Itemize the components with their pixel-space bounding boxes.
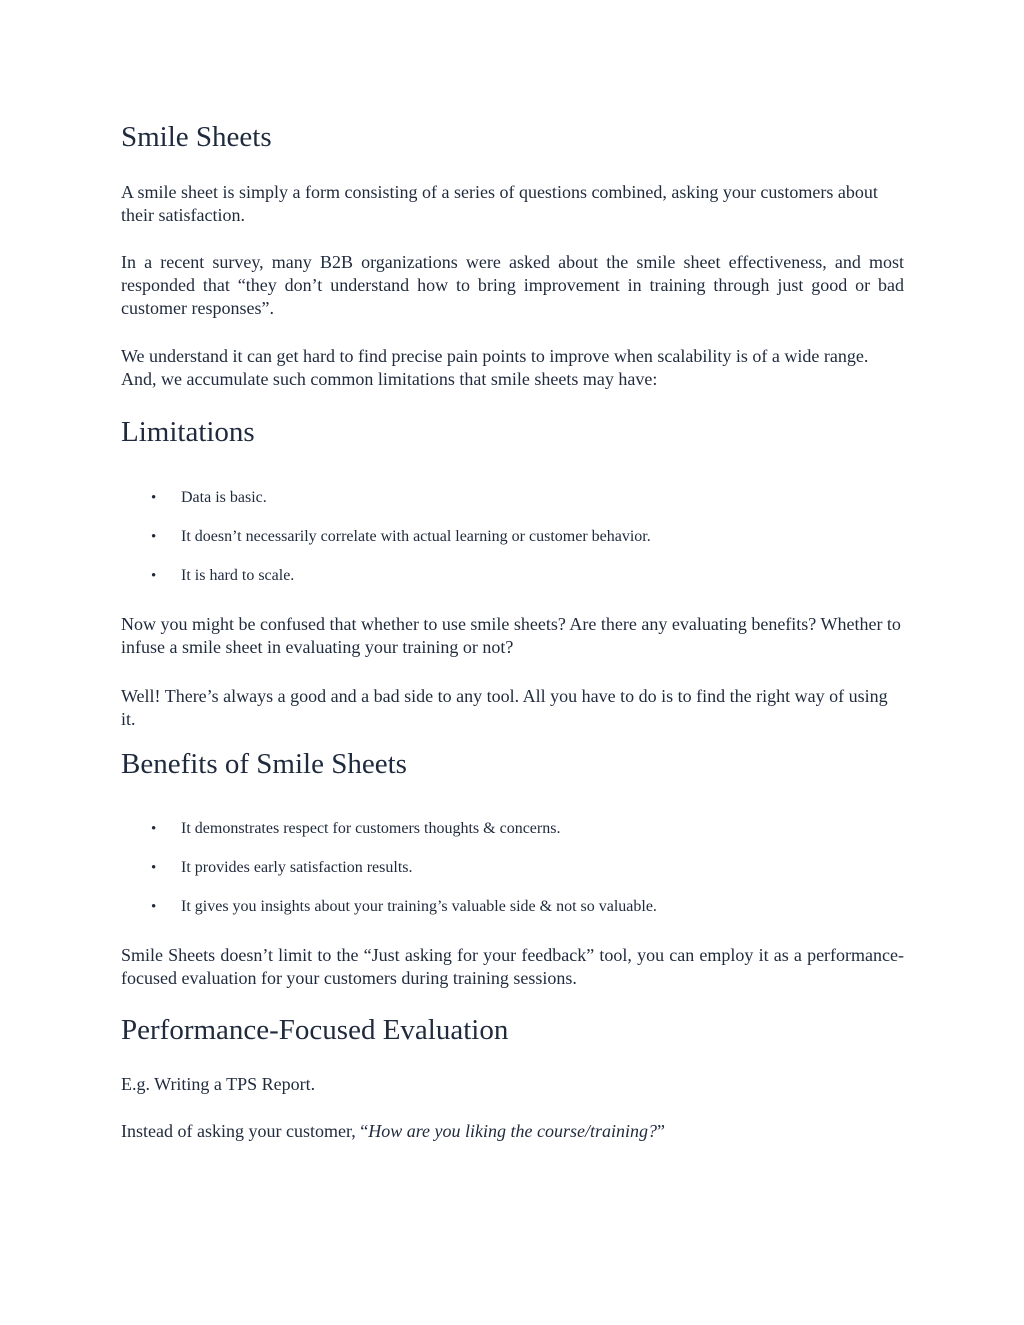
- heading-smile-sheets: Smile Sheets: [121, 121, 272, 153]
- bullet-icon: •: [151, 529, 157, 545]
- example-question: How are you liking the course/training?: [368, 1121, 658, 1141]
- list-item-text: It is hard to scale.: [181, 567, 295, 584]
- instead-suffix: ”: [657, 1121, 666, 1141]
- bullet-icon: •: [151, 821, 157, 837]
- paragraph-definition: A smile sheet is simply a form consisting of a series of questions combined, asking your customers about their satisfaction.: [121, 182, 878, 225]
- list-item-text: It provides early satisfaction results.: [181, 859, 413, 876]
- limitations-list: [121, 488, 904, 605]
- bullet-icon: •: [151, 899, 157, 915]
- list-item-text: It doesn’t necessarily correlate with actual learning or customer behavior.: [181, 528, 651, 545]
- paragraph-confusion: Now you might be confused that whether to use smile sheets? Are there any evaluating benefits? Whether to infuse a smile sheet in evaluating your training or not?: [121, 614, 901, 657]
- heading-benefits: Benefits of Smile Sheets: [121, 748, 407, 780]
- list-item: [121, 897, 904, 936]
- paragraph-tool-sides: Well! There’s always a good and a bad side to any tool. All you have to do is to find the right way of using it.: [121, 686, 888, 729]
- list-item: [121, 858, 904, 897]
- bullet-icon: •: [151, 490, 157, 506]
- list-item-text: It demonstrates respect for customers thoughts & concerns.: [181, 820, 561, 837]
- paragraph-instead-of-asking: [121, 1120, 904, 1143]
- list-item-text: Data is basic.: [181, 489, 267, 506]
- list-item-text: It gives you insights about your training’s valuable side & not so valuable.: [181, 898, 657, 915]
- paragraph-limitations-intro: We understand it can get hard to find precise pain points to improve when scalability is of a wide range. And, we accumulate such common limitations that smile sheets may have:: [121, 346, 869, 389]
- list-item: [121, 566, 904, 605]
- list-item: [121, 819, 904, 858]
- heading-performance-evaluation: Performance-Focused Evaluation: [121, 1014, 509, 1046]
- list-item: [121, 527, 904, 566]
- instead-prefix: Instead of asking your customer, “: [121, 1121, 369, 1141]
- paragraph-performance-intro: Smile Sheets doesn’t limit to the “Just asking for your feedback” tool, you can employ it as a performance-focused evaluation for your customers during training sessions.: [121, 945, 904, 988]
- paragraph-example: E.g. Writing a TPS Report.: [121, 1074, 316, 1094]
- bullet-icon: •: [151, 568, 157, 584]
- heading-limitations: Limitations: [121, 416, 255, 448]
- paragraph-survey: In a recent survey, many B2B organizations were asked about the smile sheet effectiveness, and most responded that “they don’t understand how to bring improvement in training through just good or bad customer responses”.: [121, 252, 904, 318]
- list-item: [121, 488, 904, 527]
- benefits-list: [121, 819, 904, 936]
- bullet-icon: •: [151, 860, 157, 876]
